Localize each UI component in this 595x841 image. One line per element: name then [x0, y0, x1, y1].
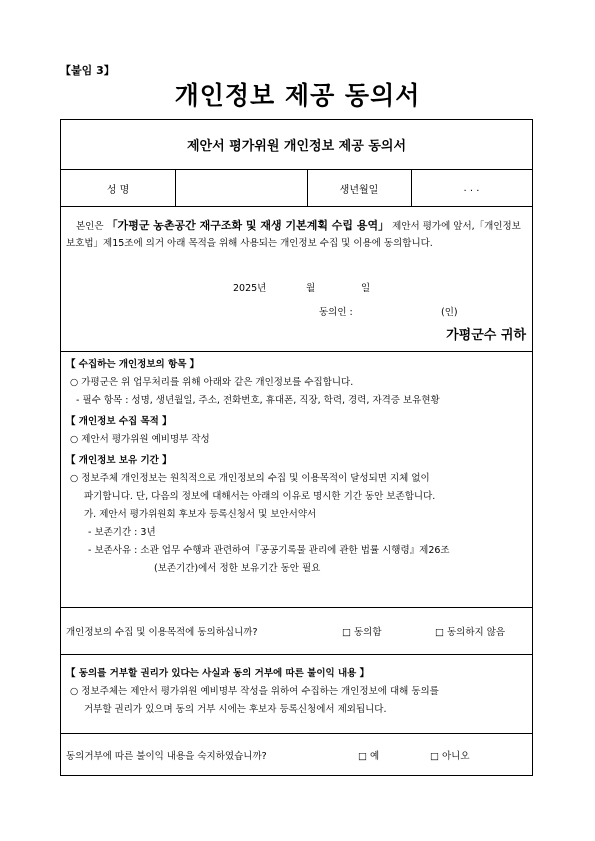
project-name: 「가평군 농촌공간 재구조화 및 재생 기본계획 수립 용역」 [106, 219, 390, 232]
refusal-line: 거부할 권리가 있으며 동의 거부 시에는 후보자 등록신청에서 제외됩니다. [84, 704, 387, 715]
birth-label: 생년월일 [339, 184, 379, 196]
consent-statement [61, 207, 532, 352]
info-row [61, 170, 532, 207]
attachment-label: 【붙임 3】 [60, 64, 115, 77]
period-item: 가. 제안서 평가위원회 후보자 등록신청서 및 보안서약서 [84, 509, 317, 520]
period-reason: - 보존사유 : 소관 업무 수행과 관련하여『공공기록물 관리에 관한 법률 시행령』제26조 [88, 545, 450, 556]
consent-question-text: 개인정보의 수집 및 이용목적에 동의하십니까? [66, 627, 258, 638]
refusal-section [61, 655, 532, 734]
consent-text: 제안서 평가에 앞서,「개인정보 보호법」제15조에 의거 아래 목적을 위해 사용되는 개인정보 수집 및 이용에 동의합니다. [66, 221, 521, 249]
items-line: ○ 가평군은 위 업무처리를 위해 아래와 같은 개인정보를 수집합니다. [70, 377, 354, 388]
purpose-header: 【 개인정보 수집 목적 】 [66, 416, 172, 427]
name-field[interactable] [175, 170, 307, 206]
date-year: 2025년 [233, 283, 267, 294]
period-line: ○ 정보주체 개인정보는 원칙적으로 개인정보의 수집 및 이용목적이 달성되면 지체 없이 [70, 473, 430, 484]
date-day: 일 [361, 283, 371, 294]
consent-question [61, 608, 532, 655]
items-header: 【 수집하는 개인정보의 항목 】 [66, 359, 200, 370]
acknowledge-question-text: 동의거부에 따른 불이익 내용을 숙지하였습니까? [66, 750, 267, 762]
page-title: 개인정보 제공 동의서 [174, 81, 421, 110]
signer-label: 동의인 : [319, 307, 353, 318]
acknowledge-question [61, 734, 532, 775]
agree-checkbox[interactable]: □ 동의함 [342, 627, 382, 638]
form-subtitle: 제안서 평가위원 개인정보 제공 동의서 [61, 120, 532, 170]
period-duration: - 보존기간 : 3년 [88, 527, 156, 538]
items-required: - 필수 항목 : 성명, 생년월일, 주소, 전화번호, 휴대폰, 직장, 학력, 경력, 자격증 보유현황 [76, 395, 440, 406]
disagree-checkbox[interactable]: □ 동의하지 않음 [435, 627, 506, 638]
details-section [61, 352, 532, 608]
consent-form [60, 119, 533, 776]
name-label: 성 명 [106, 184, 130, 196]
period-header: 【 개인정보 보유 기간 】 [66, 455, 172, 466]
refusal-header: 【 동의를 거부할 권리가 있다는 사실과 동의 거부에 따른 불이익 내용 】 [66, 668, 370, 679]
seal-mark: (인) [441, 307, 458, 318]
period-line: 파기합니다. 단, 다음의 정보에 대해서는 아래의 이유로 명시한 기간 동안 보존합니다. [84, 491, 436, 502]
birth-field[interactable]: . . . [463, 182, 480, 194]
refusal-line: ○ 정보주체는 제안서 평가위원 예비명부 작성을 위하여 수집하는 개인정보에 대해 동의를 [70, 686, 439, 697]
purpose-line: ○ 제안서 평가위원 예비명부 작성 [70, 434, 210, 445]
no-checkbox[interactable]: □ 아니오 [430, 750, 470, 762]
consent-prefix: 본인은 [76, 221, 107, 232]
period-reason: (보존기간)에서 정한 보유기간 동안 필요 [154, 563, 321, 574]
date-month: 월 [306, 283, 316, 294]
yes-checkbox[interactable]: □ 예 [358, 750, 380, 762]
addressee: 가평군수 귀하 [446, 328, 526, 343]
